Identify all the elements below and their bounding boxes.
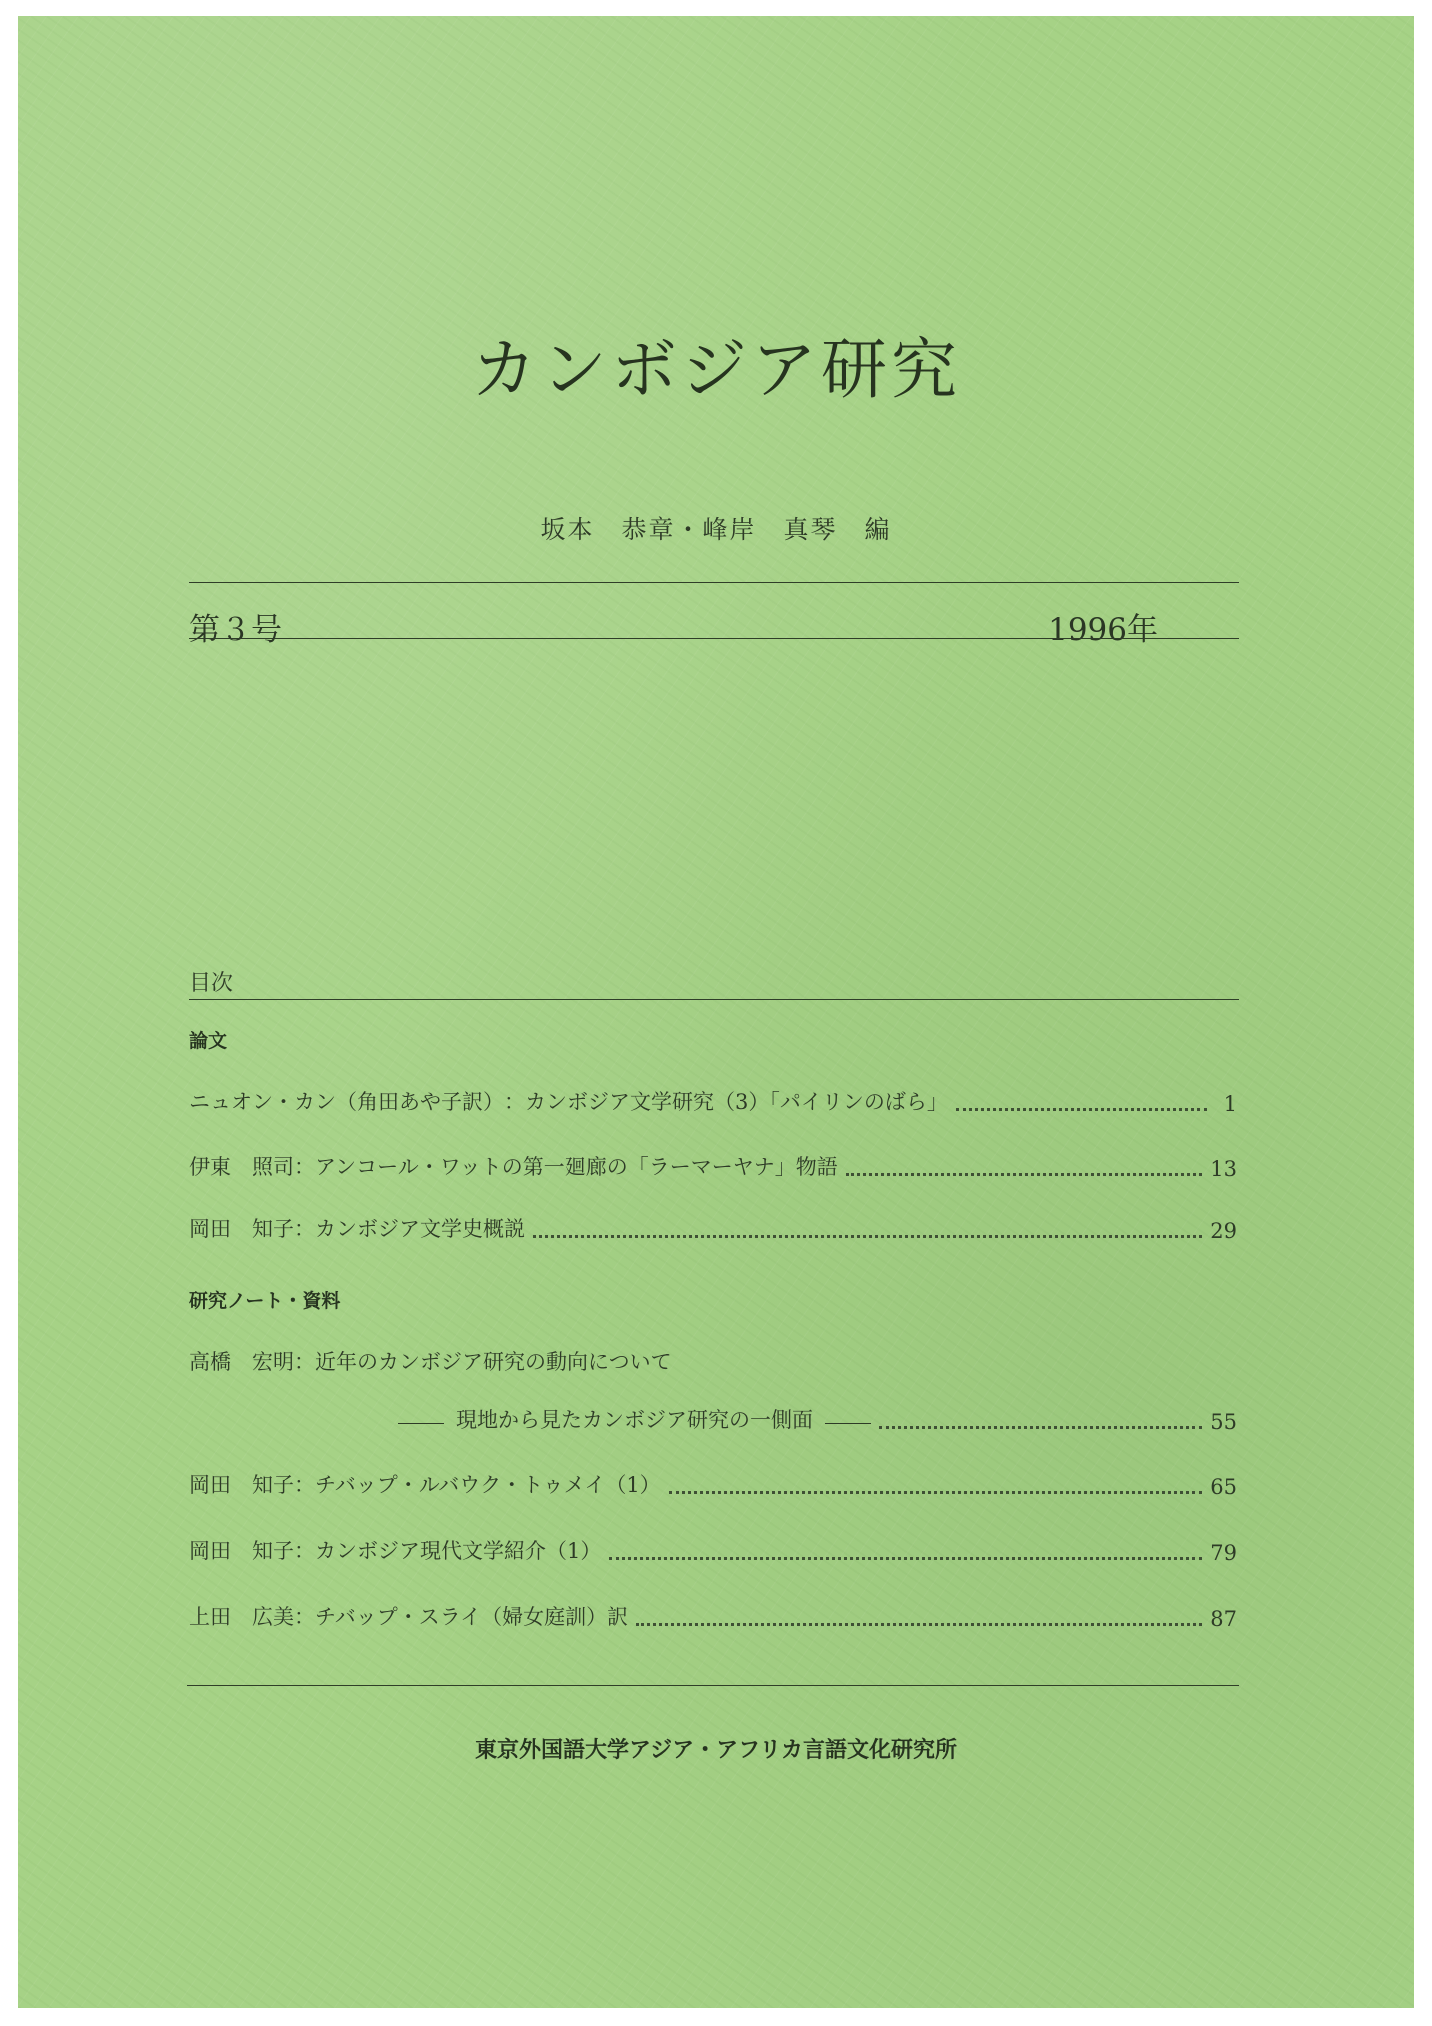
entry-title: ：アンコール・ワットの第一廻廊の「ラーマーヤナ」物語 xyxy=(294,1155,838,1179)
entry-title: ：チバップ・ルバウク・トゥメイ（1） xyxy=(294,1473,661,1497)
issue-year: 1996年 xyxy=(1048,612,1158,648)
dot-leader xyxy=(669,1491,1203,1494)
entry-title: ：カンボジア文学史概説 xyxy=(294,1217,525,1241)
entry-author: 岡田 知子 xyxy=(189,1217,294,1241)
section-heading-papers: 論文 xyxy=(189,1030,228,1052)
entry-title: ：近年のカンボジア研究の動向について xyxy=(294,1350,672,1374)
toc-top-rule xyxy=(189,999,1239,1000)
entry-title: ：カンボジア文学研究（3）「パイリンのばら」 xyxy=(504,1090,948,1114)
entry-page: 55 xyxy=(1210,1410,1237,1434)
entry-author: 高橋 宏明 xyxy=(189,1350,294,1374)
issue-number: 第３号 xyxy=(189,612,282,648)
toc-entry-subtitle[interactable] xyxy=(398,1404,1237,1434)
issue-top-rule xyxy=(189,582,1239,583)
entry-author: ニュオン・カン（角田あや子訳） xyxy=(189,1090,504,1114)
section-heading-notes: 研究ノート・資料 xyxy=(189,1290,341,1312)
dot-leader xyxy=(879,1426,1202,1429)
em-dash-rule xyxy=(398,1423,444,1424)
entry-page: 65 xyxy=(1210,1475,1237,1499)
dot-leader xyxy=(956,1108,1207,1111)
entry-author: 上田 広美 xyxy=(189,1605,294,1629)
cover-page xyxy=(18,16,1414,2008)
dot-leader xyxy=(846,1173,1203,1176)
dot-leader xyxy=(636,1623,1202,1626)
entry-title: ：カンボジア現代文学紹介（1） xyxy=(294,1539,602,1563)
entry-page: 1 xyxy=(1223,1092,1237,1116)
em-dash-rule xyxy=(825,1423,871,1424)
entry-page: 87 xyxy=(1210,1607,1237,1631)
entry-page: 79 xyxy=(1210,1541,1237,1565)
entry-title: ：チバップ・スライ（婦女庭訓）訳 xyxy=(294,1605,629,1629)
entry-author: 伊東 照司 xyxy=(189,1155,294,1179)
toc-entry[interactable] xyxy=(189,1346,1237,1376)
toc-entry[interactable] xyxy=(189,1086,1237,1116)
toc-entry[interactable] xyxy=(189,1601,1237,1631)
toc-entry[interactable] xyxy=(189,1151,1237,1181)
toc-entry[interactable] xyxy=(189,1469,1237,1499)
issue-bottom-rule xyxy=(189,638,1239,639)
entry-author: 岡田 知子 xyxy=(189,1539,294,1563)
dot-leader xyxy=(609,1557,1202,1560)
publisher-name: 東京外国語大学アジア・アフリカ言語文化研究所 xyxy=(474,1738,958,1763)
toc-heading: 目次 xyxy=(189,971,234,996)
entry-page: 13 xyxy=(1210,1157,1237,1181)
entry-author: 岡田 知子 xyxy=(189,1473,294,1497)
entry-subtitle: 現地から見たカンボジア研究の一側面 xyxy=(456,1408,813,1432)
toc-entry[interactable] xyxy=(189,1535,1237,1565)
journal-title: カンボジア研究 xyxy=(471,331,961,408)
toc-entry[interactable] xyxy=(189,1213,1237,1243)
toc-bottom-rule xyxy=(187,1685,1239,1686)
entry-page: 29 xyxy=(1210,1219,1237,1243)
editors-line: 坂本 恭章・峰岸 真琴 編 xyxy=(540,515,892,544)
dot-leader xyxy=(533,1235,1202,1238)
